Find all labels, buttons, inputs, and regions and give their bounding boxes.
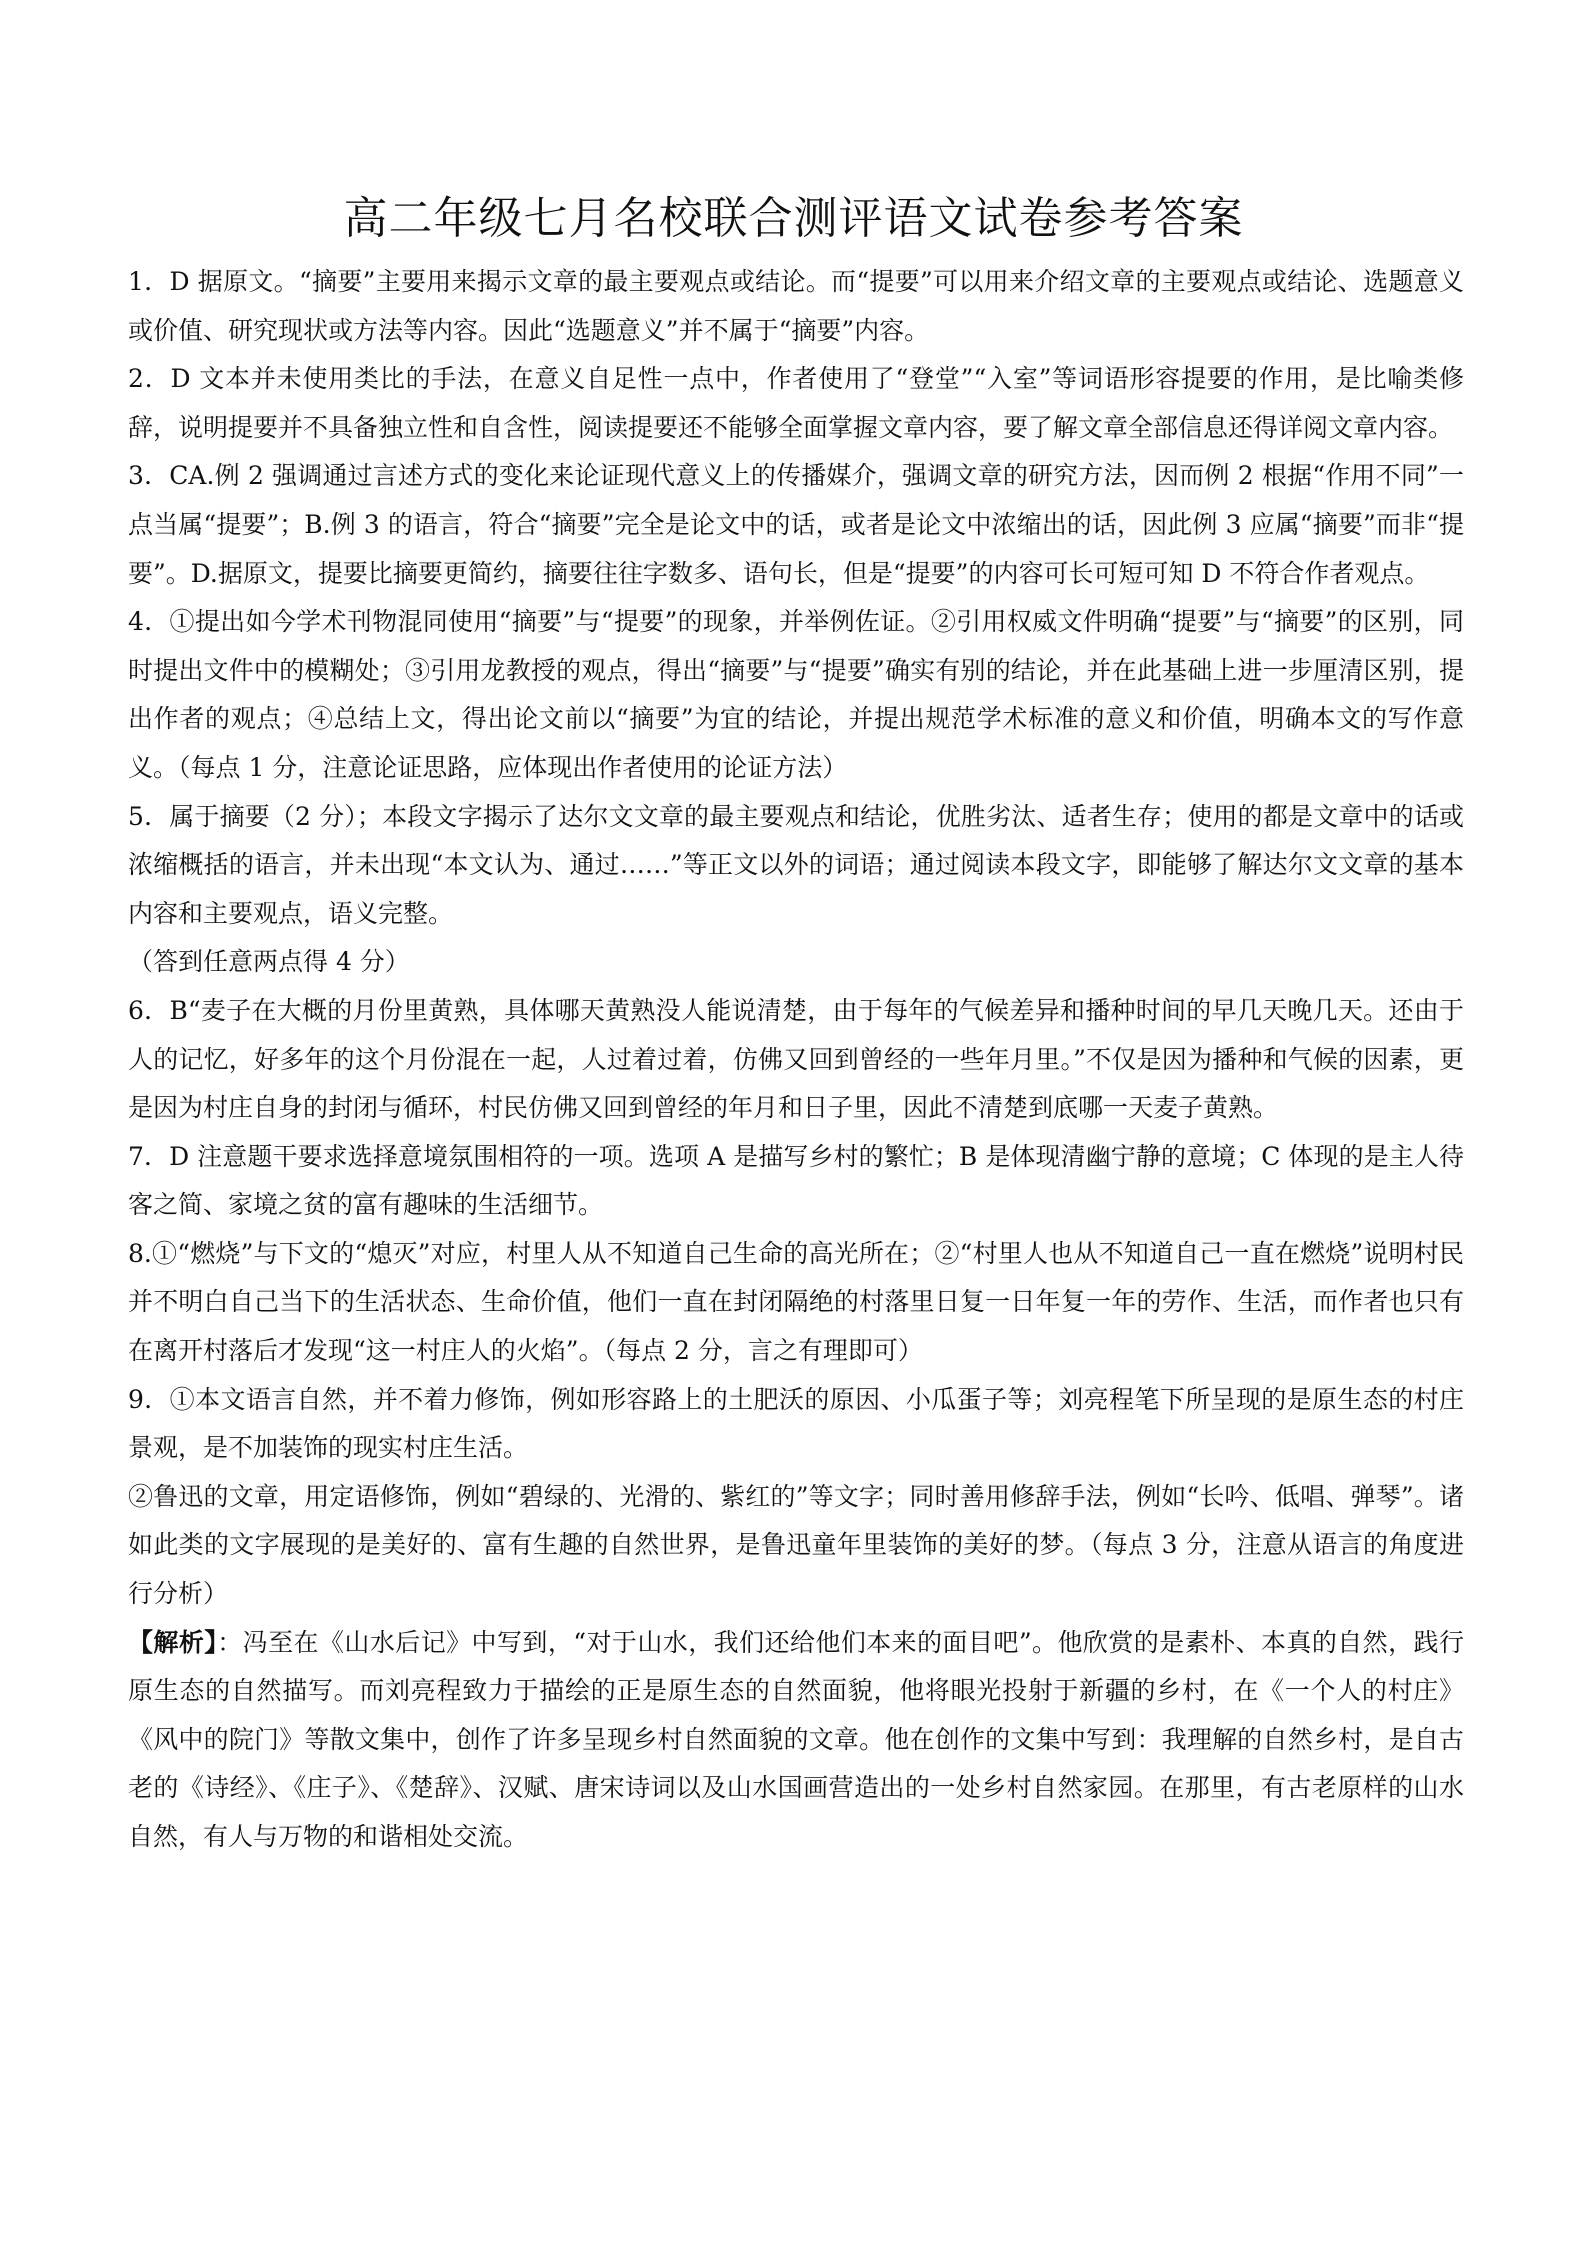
answer-8: 8.①“燃烧”与下文的“熄灭”对应，村里人从不知道自己生命的高光所在；②“村里人也从不知道自己一直在燃烧”说明村民并不明白自己当下的生活状态、生命价值，他们一直在封闭隔绝的村落里日复一日年复一年的劳作、生活，而作者也只有在离开村落后才发现“这一村庄人的火焰”。（每点 2 分，言之有理即可）: [128, 1238, 1464, 1366]
analysis-label: 【解析】: [128, 1627, 218, 1657]
answer-9-part-1: 9．①本文语言自然，并不着力修饰，例如形容路上的土肥沃的原因、小瓜蛋子等；刘亮程笔下所呈现的是原生态的村庄景观，是不加装饰的现实村庄生活。: [128, 1384, 1464, 1463]
answer-3: 3．CA.例 2 强调通过言述方式的变化来论证现代意义上的传播媒介，强调文章的研究方法，因而例 2 根据“作用不同”一点当属“提要”；B.例 3 的语言，符合“摘要”完全是论文中的话，或者是论文中浓缩出的话，因此例 3 应属“摘要”而非“提要”。D.据原文，提要比摘要更简约，摘要往往字数多、语句长，但是“提要”的内容可长可短可知 D 不符合作者观点。: [128, 461, 1464, 588]
answer-1: 1．D 据原文。“摘要”主要用来揭示文章的最主要观点或结论。而“提要”可以用来介绍文章的主要观点或结论、选题意义或价值、研究现状或方法等内容。因此“选题意义”并不属于“摘要”内容。: [128, 267, 1464, 345]
analysis-text: ：冯至在《山水后记》中写到，“对于山水，我们还给他们本来的面目吧”。他欣赏的是素朴、本真的自然，践行原生态的自然描写。而刘亮程致力于描绘的正是原生态的自然面貌，他将眼光投射于新疆的乡村，在《一个人的村庄》《风中的院门》等散文集中，创作了许多呈现乡村自然面貌的文章。他在创作的文集中写到：我理解的自然乡村，是自古老的《诗经》、《庄子》、《楚辞》、汉赋、唐宋诗词以及山水国画营造出的一处乡村自然家园。在那里，有古老原样的山水自然，有人与万物的和谐相处交流。: [128, 1627, 1464, 1851]
answer-6: 6．B“麦子在大概的月份里黄熟，具体哪天黄熟没人能说清楚，由于每年的气候差异和播种时间的早几天晚几天。还由于人的记忆，好多年的这个月份混在一起，人过着过着，仿佛又回到曾经的一些年月里。”不仅是因为播种和气候的因素，更是因为村庄自身的封闭与循环，村民仿佛又回到曾经的年月和日子里，因此不清楚到底哪一天麦子黄熟。: [128, 995, 1464, 1123]
answer-5-scoring-note: （答到任意两点得 4 分）: [128, 947, 410, 977]
page-title: 高二年级七月名校联合测评语文试卷参考答案: [343, 193, 1244, 244]
analysis-paragraph: [128, 1619, 1464, 1862]
answer-4: 4．①提出如今学术刊物混同使用“摘要”与“提要”的现象，并举例佐证。②引用权威文件明确“提要”与“摘要”的区别，同时提出文件中的模糊处；③引用龙教授的观点，得出“摘要”与“提要”确实有别的结论，并在此基础上进一步厘清区别，提出作者的观点；④总结上文，得出论文前以“摘要”为宜的结论，并提出规范学术标准的意义和价值，明确本文的写作意义。（每点 1 分，注意论证思路，应体现出作者使用的论证方法）: [128, 607, 1464, 782]
answer-content: [128, 258, 1464, 1862]
answer-2: 2．D 文本并未使用类比的手法，在意义自足性一点中，作者使用了“登堂”“入室”等词语形容提要的作用，是比喻类修辞，说明提要并不具备独立性和自含性，阅读提要还不能够全面掌握文章内容，要了解文章全部信息还得详阅文章内容。: [128, 364, 1464, 442]
answer-5: 5．属于摘要（2 分）；本段文字揭示了达尔文文章的最主要观点和结论，优胜劣汰、适者生存；使用的都是文章中的话或浓缩概括的语言，并未出现“本文认为、通过……”等正文以外的词语；通过阅读本段文字，即能够了解达尔文文章的基本内容和主要观点，语义完整。: [128, 801, 1464, 928]
answer-9-part-2: ②鲁迅的文章，用定语修饰，例如“碧绿的、光滑的、紫红的”等文字；同时善用修辞手法，例如“长吟、低唱、弹琴”。诸如此类的文字展现的是美好的、富有生趣的自然世界，是鲁迅童年里装饰的美好的梦。（每点 3 分，注意从语言的角度进行分析）: [128, 1481, 1464, 1609]
answer-7: 7．D 注意题干要求选择意境氛围相符的一项。选项 A 是描写乡村的繁忙；B 是体现清幽宁静的意境；C 体现的是主人待客之简、家境之贫的富有趣味的生活细节。: [128, 1141, 1464, 1220]
